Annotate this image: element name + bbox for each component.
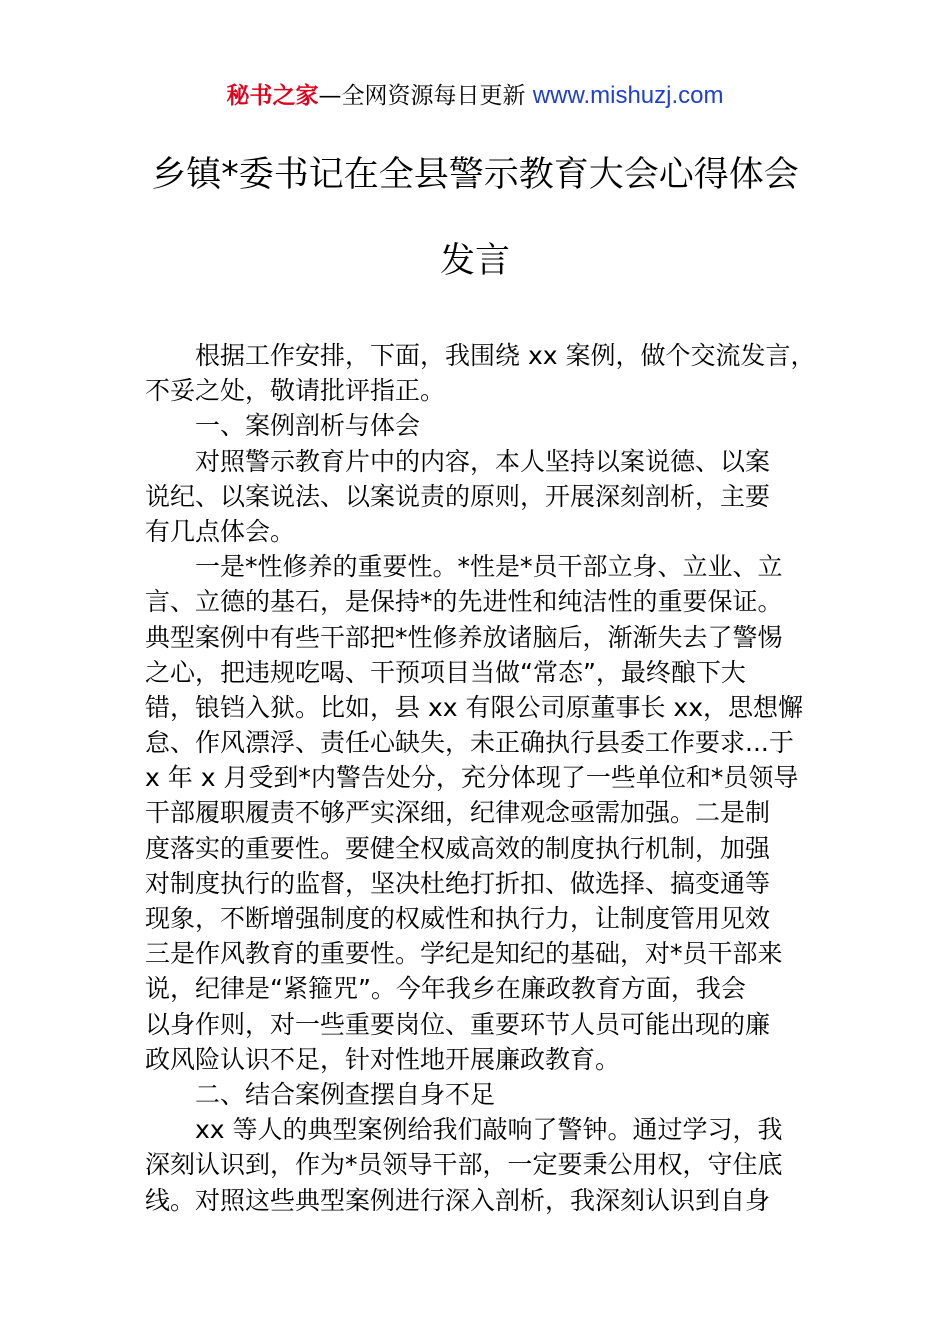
body-line: 说，纪律是“紧箍咒”。今年我乡在廉政教育方面，我会 — [145, 974, 746, 1004]
site-header — [0, 80, 950, 112]
document-title-line-1: 乡镇*委书记在全县警示教育大会心得体会 — [151, 155, 799, 195]
site-brand: 秘书之家 — [226, 83, 319, 109]
body-line: 之心，把违规吃喝、干预项目当做“常态”，最终酿下大 — [145, 657, 746, 687]
body-line: 典型案例中有些干部把*性修养放诸脑后，渐渐失去了警惕 — [145, 622, 783, 652]
body-line: 错，锒铛入狱。比如，县 xx 有限公司原董事长 xx，思想懈 — [145, 692, 804, 722]
body-line: 对照警示教育片中的内容，本人坚持以案说德、以案 — [195, 446, 771, 476]
body-line: 三是作风教育的重要性。学纪是知纪的基础，对*员干部来 — [145, 939, 783, 969]
body-line: 干部履职履责不够严实深细，纪律观念亟需加强。二是制 — [145, 798, 771, 828]
section-heading: 二、结合案例查摆自身不足 — [195, 1079, 496, 1109]
body-line: 政风险认识不足，针对性地开展廉政教育。 — [145, 1044, 621, 1074]
site-url-link[interactable]: www.mishuzj.com — [532, 82, 724, 109]
site-tagline: —全网资源每日更新 — [318, 83, 526, 109]
body-line: 以身作则，对一些重要岗位、重要环节人员可能出现的廉 — [145, 1009, 771, 1039]
body-line: 根据工作安排，下面，我围绕 xx 案例，做个交流发言， — [195, 341, 816, 370]
document-title-line-2: 发言 — [439, 241, 510, 281]
body-line: 不妥之处，敬请批评指正。 — [145, 376, 446, 406]
body-line: xx 等人的典型案例给我们敲响了警钟。通过学习，我 — [195, 1115, 783, 1145]
section-heading: 一、案例剖析与体会 — [195, 411, 421, 441]
body-line: 深刻认识到，作为*员领导干部，一定要秉公用权，守住底 — [145, 1150, 783, 1180]
body-line: 对制度执行的监督，坚决杜绝打折扣、做选择、搞变通等 — [145, 868, 771, 898]
document-title — [100, 150, 850, 322]
body-line: x 年 x 月受到*内警告处分，充分体现了一些单位和*员领导 — [145, 763, 799, 793]
body-line: 一是*性修养的重要性。*性是*员干部立身、立业、立 — [195, 552, 783, 582]
body-line: 说纪、以案说法、以案说责的原则，开展深刻剖析，主要 — [145, 481, 771, 511]
body-line: 言、立德的基石，是保持*的先进性和纯洁性的重要保证。 — [145, 587, 783, 617]
body-line: 度落实的重要性。要健全权威高效的制度执行机制，加强 — [145, 833, 771, 863]
body-line: 线。对照这些典型案例进行深入剖析，我深刻认识到自身 — [145, 1185, 771, 1215]
body-line: 怠、作风漂浮、责任心缺失，未正确执行县委工作要求...于 — [145, 728, 794, 758]
body-line: 现象，不断增强制度的权威性和执行力，让制度管用见效 — [145, 904, 771, 933]
body-line: 有几点体会。 — [145, 516, 296, 546]
document-body — [145, 338, 825, 1218]
